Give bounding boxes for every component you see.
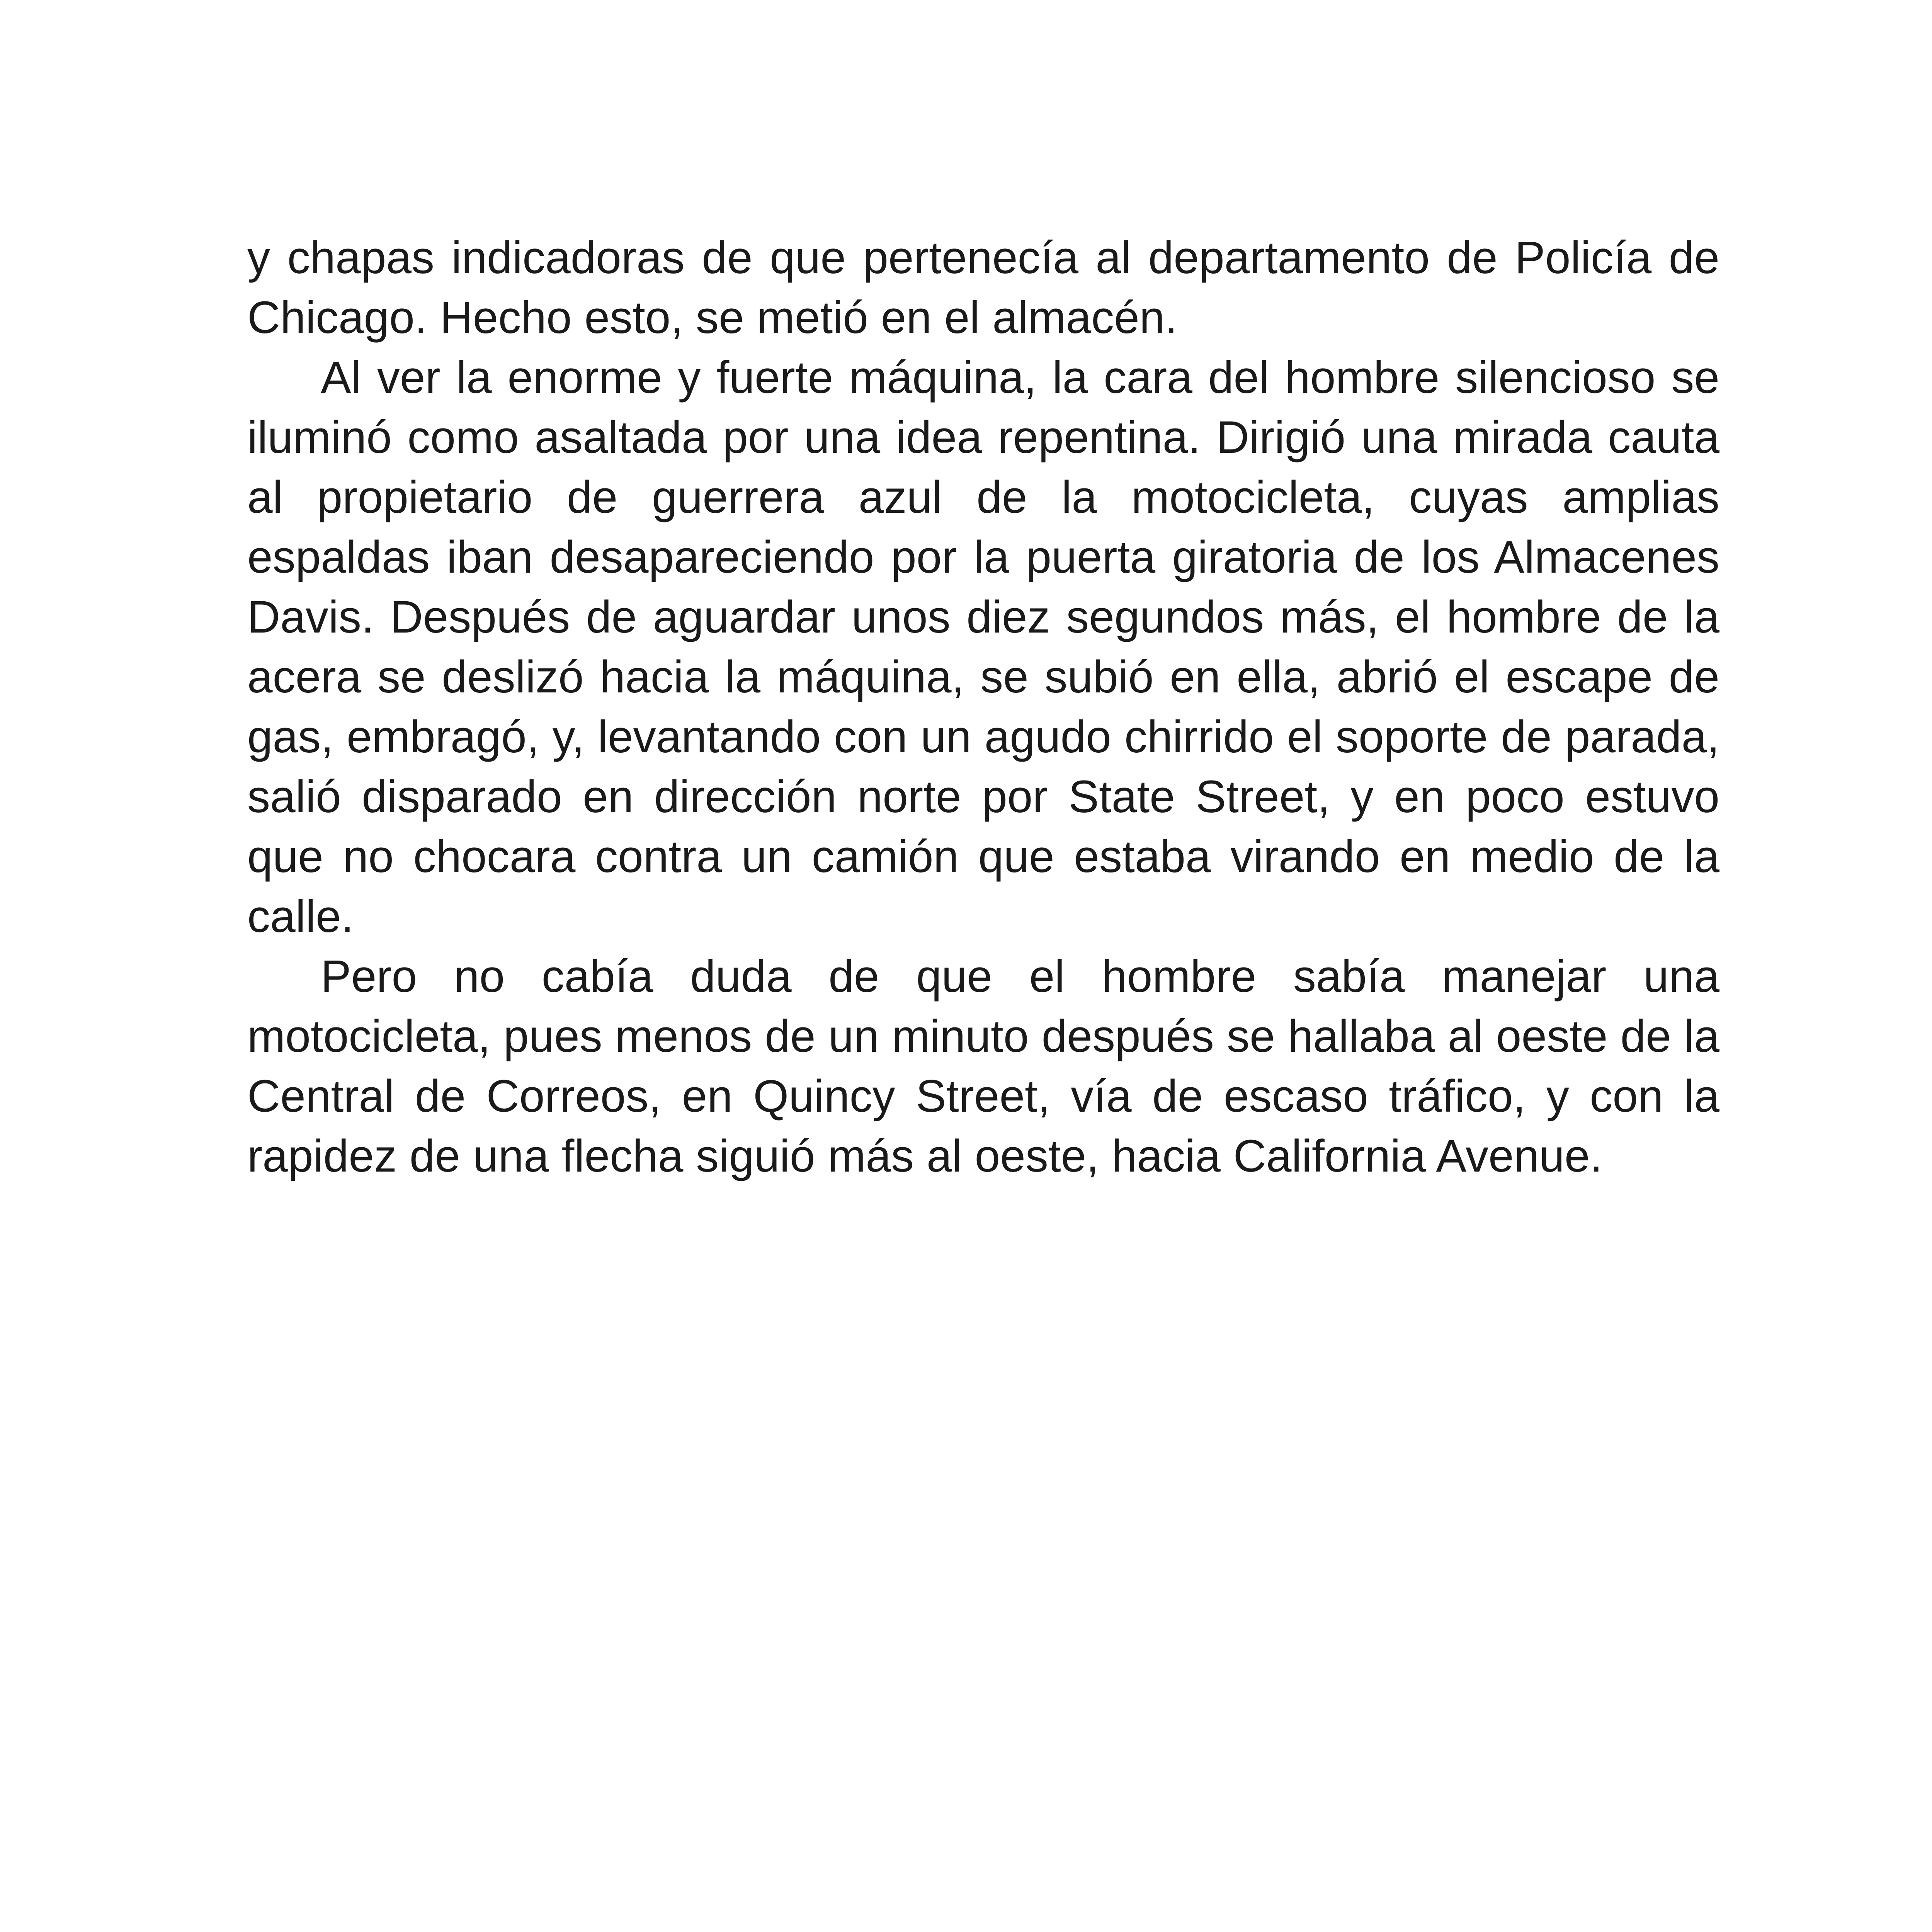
paragraph-2: Al ver la enorme y fuerte máquina, la cara del hombre silencioso se iluminó como asaltada por una idea repentina. Dirigió una mirada cauta al propietario de guerrera azul de la motocicleta, cuyas amplias espaldas iban desapareciendo por la puerta giratoria de los Almacenes Davis. Después de aguardar unos diez segundos más, el hombre de la acera se deslizó hacia la máquina, se subió en ella, abrió el escape de gas, embragó, y, levantando con un agudo chirrido el soporte de parada, salió disparado en dirección norte por State Street, y en poco estuvo que no chocara contra un camión que estaba virando en medio de la calle. — [247, 352, 1719, 942]
paragraph-1: y chapas indicadoras de que pertenecía al departamento de Policía de Chicago. Hecho esto, se metió en el almacén. — [247, 232, 1719, 343]
body-text — [247, 228, 1719, 1186]
paragraph-3: Pero no cabía duda de que el hombre sabía manejar una motocicleta, pues menos de un minuto después se hallaba al oeste de la Central de Correos, en Quincy Street, vía de escaso tráfico, y con la rapidez de una flecha siguió más al oeste, hacia California Avenue. — [247, 951, 1719, 1182]
